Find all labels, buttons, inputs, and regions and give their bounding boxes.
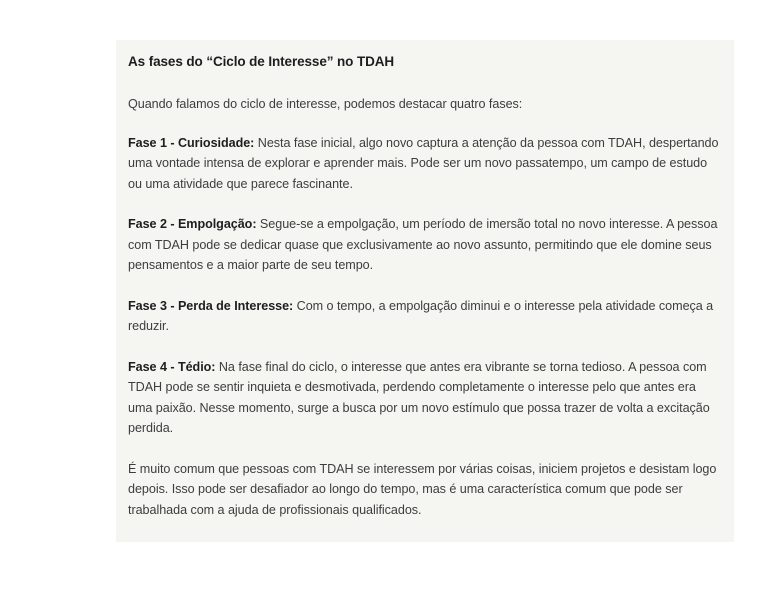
conclusion-paragraph: É muito comum que pessoas com TDAH se interessem por várias coisas, iniciem projetos e desistam logo depois. Isso pode ser desafiador ao longo do tempo, mas é uma característica comum que pode ser trabalhada com a ajuda de profissionais qualificados. xyxy=(128,461,717,517)
phase-4-label: Fase 4 - Tédio: xyxy=(128,359,216,374)
intro-paragraph: Quando falamos do ciclo de interesse, podemos destacar quatro fases: xyxy=(128,97,523,111)
phase-2-text: Segue-se a empolgação, um período de imersão total no novo interesse. A pessoa com TDAH pode se dedicar quase que exclusivamente ao novo assunto, permitindo que ele domine seus pensamentos e a maior parte de seu tempo. xyxy=(128,217,718,272)
phase-4-text: Na fase final do ciclo, o interesse que antes era vibrante se torna tedioso. A pessoa com TDAH pode se sentir inquieta e desmotivada, perdendo completamente o interesse pelo que antes era uma paixão. Nesse momento, surge a busca por um novo estímulo que possa trazer de volta a excitação perdida. xyxy=(128,359,710,435)
phase-1-paragraph xyxy=(128,133,722,195)
phase-1-text: Nesta fase inicial, algo novo captura a atenção da pessoa com TDAH, despertando uma vontade intensa de explorar e aprender mais. Pode ser um novo passatempo, um campo de estudo ou uma atividade que parece fascinante. xyxy=(128,135,719,191)
phase-1-label: Fase 1 - Curiosidade: xyxy=(128,135,255,150)
article-title: As fases do “Ciclo de Interesse” no TDAH xyxy=(128,54,395,69)
phase-2-label: Fase 2 - Empolgação: xyxy=(128,217,257,231)
phase-3-label: Fase 3 - Perda de Interesse: xyxy=(128,298,294,313)
article-card xyxy=(116,40,734,542)
phase-4-paragraph xyxy=(128,357,722,439)
phase-3-paragraph xyxy=(128,296,722,337)
phase-3-text: Com o tempo, a empolgação diminui e o interesse pela atividade começa a reduzir. xyxy=(128,298,714,333)
phase-2-paragraph xyxy=(128,214,722,276)
